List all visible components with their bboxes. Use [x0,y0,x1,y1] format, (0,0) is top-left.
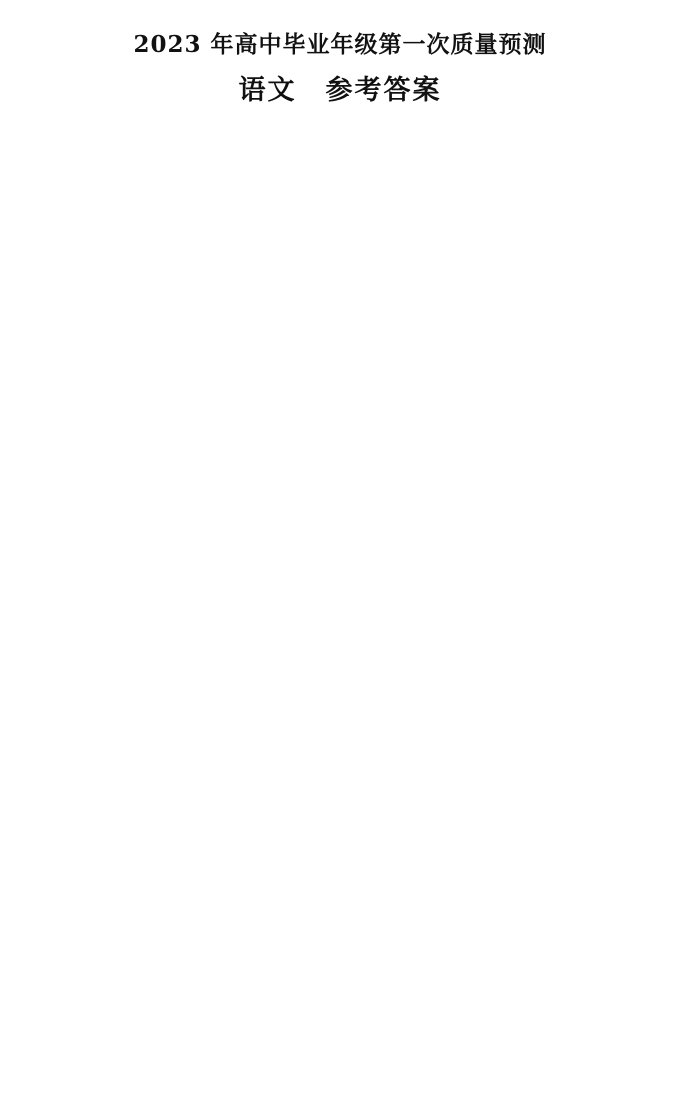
answer-key-subtitle: 语文 参考答案 [238,75,442,106]
exam-title: 2023 年高中毕业年级第一次质量预测 [133,31,547,58]
